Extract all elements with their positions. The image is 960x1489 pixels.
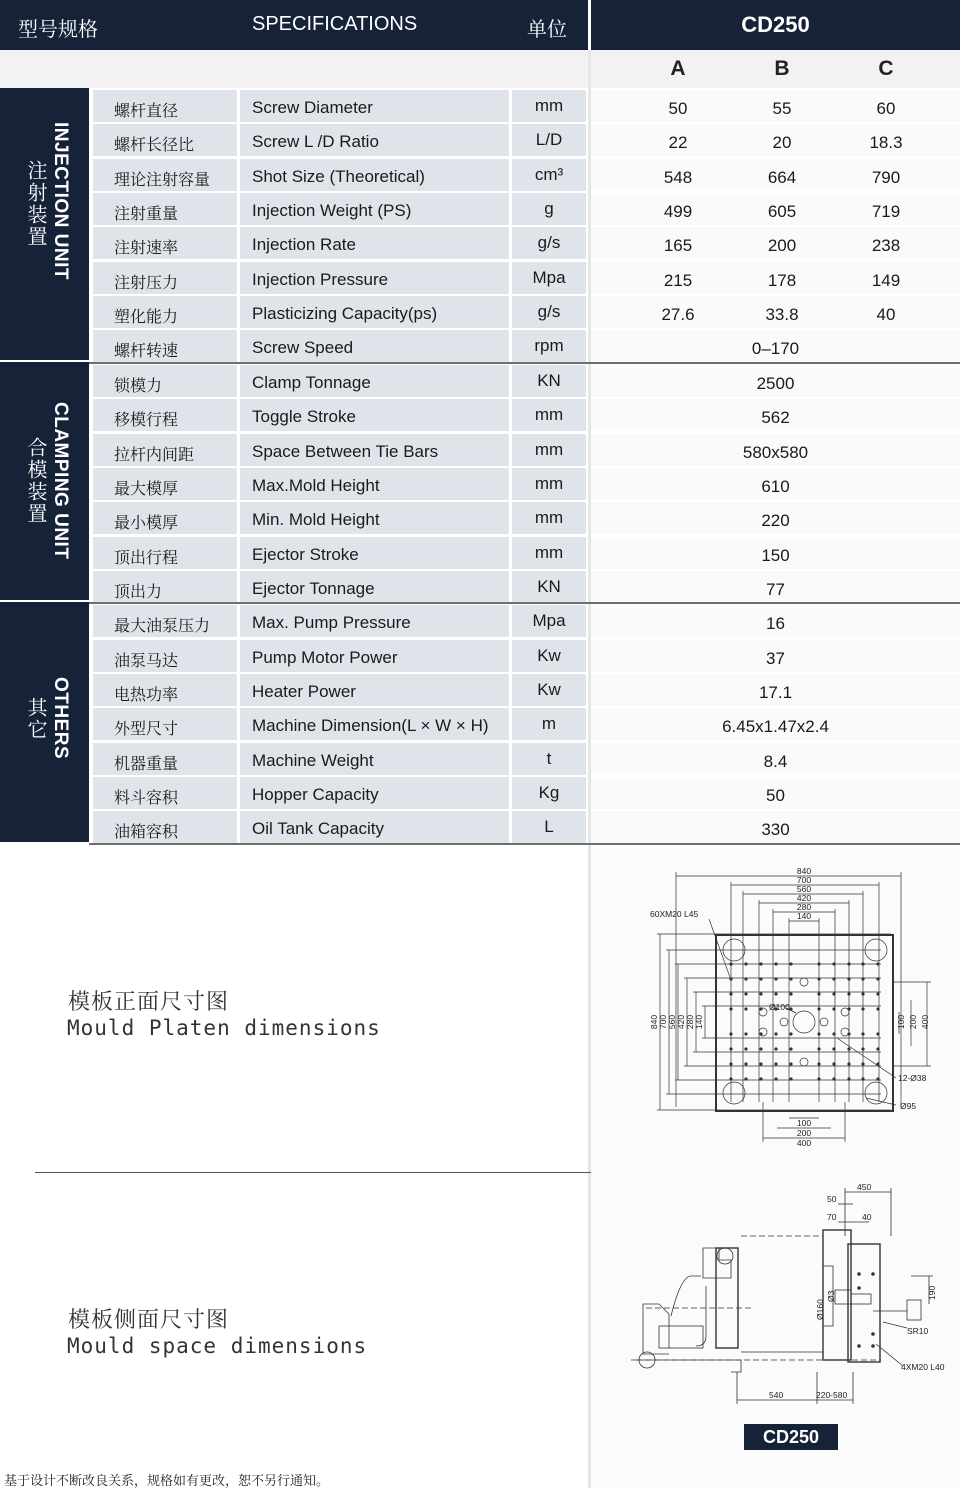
param-unit: Mpa <box>532 267 566 287</box>
param-unit: Kw <box>537 645 561 665</box>
param-unit: mm <box>534 96 564 115</box>
dim-left-1: 700 <box>658 1014 668 1030</box>
param-value: 6.45x1.47x2.4 <box>722 717 829 737</box>
param-value: 562 <box>761 408 790 428</box>
side-dim-1: 50 <box>827 1194 837 1204</box>
column-b: B <box>774 57 790 80</box>
param-zh-name: 注射速率 <box>114 238 179 258</box>
param-unit: g/s <box>537 233 561 253</box>
section-en-label: INJECTION UNIT <box>50 122 71 280</box>
param-value-b: 605 <box>767 202 797 222</box>
section-divider <box>89 843 960 845</box>
param-en-name: Ejector Stroke <box>252 544 359 564</box>
param-en-name: Shot Size (Theoretical) <box>252 166 425 186</box>
center-hole-label: Ø100 <box>769 1002 790 1012</box>
param-value: 0–170 <box>751 339 800 359</box>
dim-top-0: 840 <box>796 866 812 876</box>
dim-left-0: 840 <box>649 1014 659 1030</box>
side-dim-4: 190 <box>927 1285 937 1300</box>
dim-left-3: 420 <box>676 1014 686 1030</box>
param-value: 37 <box>766 648 785 668</box>
param-en-name: Oil Tank Capacity <box>252 819 384 839</box>
param-unit: t <box>546 748 552 768</box>
param-unit: KN <box>537 576 561 596</box>
param-zh-name: 电热功率 <box>114 684 179 704</box>
thread-label: 60XM20 L45 <box>650 909 699 919</box>
param-value: 8.4 <box>763 751 788 771</box>
param-unit: Mpa <box>532 611 566 631</box>
param-en-name: Injection Weight (PS) <box>252 201 412 221</box>
table-row <box>0 399 960 433</box>
space-caption-en: Mould space dimensions <box>67 1334 368 1358</box>
table-row <box>0 262 960 296</box>
table-row <box>0 468 960 502</box>
table-row <box>0 296 960 330</box>
side-dim-8: 220-580 <box>816 1390 848 1400</box>
header-zh-label: 型号规格 <box>18 17 98 41</box>
table-row <box>0 640 960 674</box>
param-value-c: 60 <box>876 99 896 118</box>
param-en-name: Hopper Capacity <box>252 785 379 804</box>
param-value: 2500 <box>756 373 795 393</box>
platen-caption-en: Mould Platen dimensions <box>67 1016 381 1040</box>
dim-right-0: 100 <box>896 1014 906 1030</box>
param-value-b: 200 <box>767 236 797 256</box>
param-zh-name: 顶出行程 <box>114 547 179 567</box>
param-value: 17.1 <box>758 682 793 702</box>
dim-right-1: 200 <box>908 1014 918 1030</box>
table-row <box>0 90 960 124</box>
param-value: 16 <box>766 614 785 634</box>
param-value-b: 664 <box>767 167 797 187</box>
param-en-name: Screw L /D Ratio <box>252 132 379 152</box>
section-divider <box>89 362 960 364</box>
param-en-name: Pump Motor Power <box>252 647 398 667</box>
param-unit: mm <box>534 473 564 493</box>
hole-count-label: 12-Ø38 <box>898 1073 927 1083</box>
param-zh-name: 螺杆转速 <box>114 341 179 361</box>
footnote: 基于设计不断改良关系，规格如有更改，恕不另行通知。 <box>4 1474 330 1489</box>
param-unit: mm <box>534 439 564 459</box>
param-zh-name: 注射压力 <box>114 272 179 292</box>
table-row <box>0 708 960 742</box>
dim-bottom-2: 400 <box>796 1138 812 1148</box>
table-row <box>0 227 960 261</box>
param-en-name: Clamp Tonnage <box>252 372 371 392</box>
param-value: 220 <box>761 511 790 531</box>
param-en-name: Screw Diameter <box>252 98 373 117</box>
section-en-label: CLAMPING UNIT <box>50 402 71 560</box>
param-zh-name: 理论注射容量 <box>114 169 211 189</box>
side-dim-5: Ø160 <box>815 1299 825 1320</box>
dim-top-5: 140 <box>796 911 812 921</box>
param-en-name: Max. Pump Pressure <box>252 613 411 633</box>
param-value-a: 499 <box>663 202 693 222</box>
param-value-c: 238 <box>871 236 901 256</box>
param-unit: mm <box>534 508 564 528</box>
param-unit: Kw <box>537 679 561 699</box>
param-zh-name: 油箱容积 <box>114 822 179 842</box>
param-en-name: Heater Power <box>252 681 356 701</box>
param-zh-name: 注射重量 <box>114 204 179 224</box>
param-en-name: Max.Mold Height <box>252 475 380 495</box>
model-badge: CD250 <box>744 1424 838 1450</box>
param-value-c: 149 <box>871 270 901 290</box>
param-zh-name: 外型尺寸 <box>114 719 179 739</box>
header-en-label: SPECIFICATIONS <box>252 13 418 35</box>
param-unit: g/s <box>537 302 561 322</box>
param-unit: cm³ <box>534 164 564 184</box>
param-value-b: 178 <box>767 270 797 290</box>
table-row <box>0 743 960 777</box>
param-value: 50 <box>766 786 785 805</box>
table-row <box>0 434 960 468</box>
dim-left-5: 140 <box>694 1014 704 1030</box>
table-row <box>0 537 960 571</box>
param-zh-name: 最小模厚 <box>114 513 179 533</box>
table-row <box>0 159 960 193</box>
side-dim-6: Ø3 <box>826 1290 836 1302</box>
platen-front-drawing <box>591 862 960 1154</box>
param-value-a: 548 <box>663 167 693 187</box>
param-en-name: Ejector Tonnage <box>252 578 375 598</box>
column-subheader <box>0 50 960 88</box>
table-row <box>0 502 960 536</box>
param-unit: KN <box>537 370 561 390</box>
param-value-a: 50 <box>668 99 688 118</box>
param-en-name: Injection Pressure <box>252 269 389 289</box>
dim-top-3: 420 <box>796 893 812 903</box>
param-unit: Kg <box>538 783 560 802</box>
space-caption-zh: 模板侧面尺寸图 <box>68 1308 230 1333</box>
param-unit: L <box>544 817 554 837</box>
param-zh-name: 螺杆直径 <box>114 101 179 120</box>
dim-bottom-0: 100 <box>796 1118 812 1128</box>
param-unit: rpm <box>534 336 564 356</box>
param-value: 330 <box>761 820 790 840</box>
param-zh-name: 拉杆内间距 <box>114 444 195 464</box>
side-dim-7: 540 <box>769 1390 784 1400</box>
param-unit: mm <box>534 542 564 562</box>
param-zh-name: 塑化能力 <box>114 307 179 327</box>
dim-right-2: 400 <box>920 1014 930 1030</box>
platen-caption-zh: 模板正面尺寸图 <box>68 990 230 1015</box>
param-unit: g <box>544 199 554 219</box>
param-en-name: Machine Weight <box>252 750 374 770</box>
param-value-a: 215 <box>663 270 693 290</box>
param-value-b: 20 <box>772 133 792 153</box>
table-row <box>0 193 960 227</box>
param-value-c: 790 <box>871 167 901 187</box>
param-zh-name: 螺杆长径比 <box>114 135 195 155</box>
param-zh-name: 移模行程 <box>114 410 179 430</box>
param-value-c: 18.3 <box>869 133 903 153</box>
param-unit: m <box>541 714 557 734</box>
section-divider <box>89 602 960 604</box>
table-row <box>0 365 960 399</box>
side-dim-2: 70 <box>827 1212 837 1222</box>
table-row <box>0 330 960 364</box>
dim-bottom-1: 200 <box>796 1128 812 1138</box>
section-zh-label: 注射装置 <box>24 160 48 248</box>
param-value: 610 <box>761 476 790 496</box>
table-row <box>0 811 960 845</box>
side-label-sr10: SR10 <box>907 1326 929 1336</box>
param-value: 150 <box>761 545 790 565</box>
param-en-name: Min. Mold Height <box>252 510 380 530</box>
param-en-name: Injection Rate <box>252 235 356 255</box>
param-zh-name: 锁模力 <box>114 375 163 395</box>
column-a: A <box>670 57 686 80</box>
param-value-a: 27.6 <box>661 305 695 325</box>
param-value-b: 55 <box>772 99 792 118</box>
header-unit-label: 单位 <box>527 17 567 41</box>
table-header <box>0 0 960 50</box>
tie-bar-label: Ø95 <box>900 1101 917 1111</box>
side-dim-3: 40 <box>862 1212 872 1222</box>
param-zh-name: 油泵马达 <box>114 650 179 670</box>
table-row <box>0 674 960 708</box>
param-value: 77 <box>766 579 785 599</box>
param-zh-name: 料斗容积 <box>114 788 179 807</box>
side-dim-0: 450 <box>857 1182 872 1192</box>
header-model: CD250 <box>741 12 810 37</box>
param-zh-name: 最大模厚 <box>114 478 179 498</box>
dim-top-2: 560 <box>796 884 812 894</box>
param-en-name: Screw Speed <box>252 338 354 358</box>
column-c: C <box>878 57 894 80</box>
param-value-a: 165 <box>663 236 693 256</box>
param-en-name: Space Between Tie Bars <box>252 441 439 461</box>
param-unit: mm <box>534 405 564 425</box>
table-row <box>0 777 960 811</box>
table-row <box>0 124 960 158</box>
section-zh-label: 其它 <box>24 697 48 741</box>
param-en-name: Machine Dimension(L × W × H) <box>252 716 489 736</box>
param-en-name: Toggle Stroke <box>252 407 356 427</box>
param-zh-name: 机器重量 <box>114 753 179 773</box>
table-row <box>0 571 960 605</box>
dim-left-4: 280 <box>685 1014 695 1030</box>
param-unit: L/D <box>535 130 563 150</box>
param-value-a: 22 <box>668 133 688 153</box>
table-row <box>0 605 960 639</box>
param-en-name: Plasticizing Capacity(ps) <box>252 304 438 324</box>
side-label-thread: 4XM20 L40 <box>901 1362 945 1372</box>
param-zh-name: 最大油泵压力 <box>114 616 211 636</box>
param-value-c: 719 <box>871 202 901 222</box>
dim-top-1: 700 <box>796 875 812 885</box>
section-zh-label: 合模装置 <box>24 437 48 525</box>
dim-top-4: 280 <box>796 902 812 912</box>
param-value-b: 33.8 <box>765 305 799 325</box>
section-en-label: OTHERS <box>50 677 71 760</box>
param-zh-name: 顶出力 <box>114 581 163 601</box>
dim-left-2: 560 <box>667 1014 677 1030</box>
param-value-c: 40 <box>876 305 896 325</box>
mould-space-drawing <box>591 1176 960 1420</box>
param-value: 580x580 <box>742 442 809 462</box>
